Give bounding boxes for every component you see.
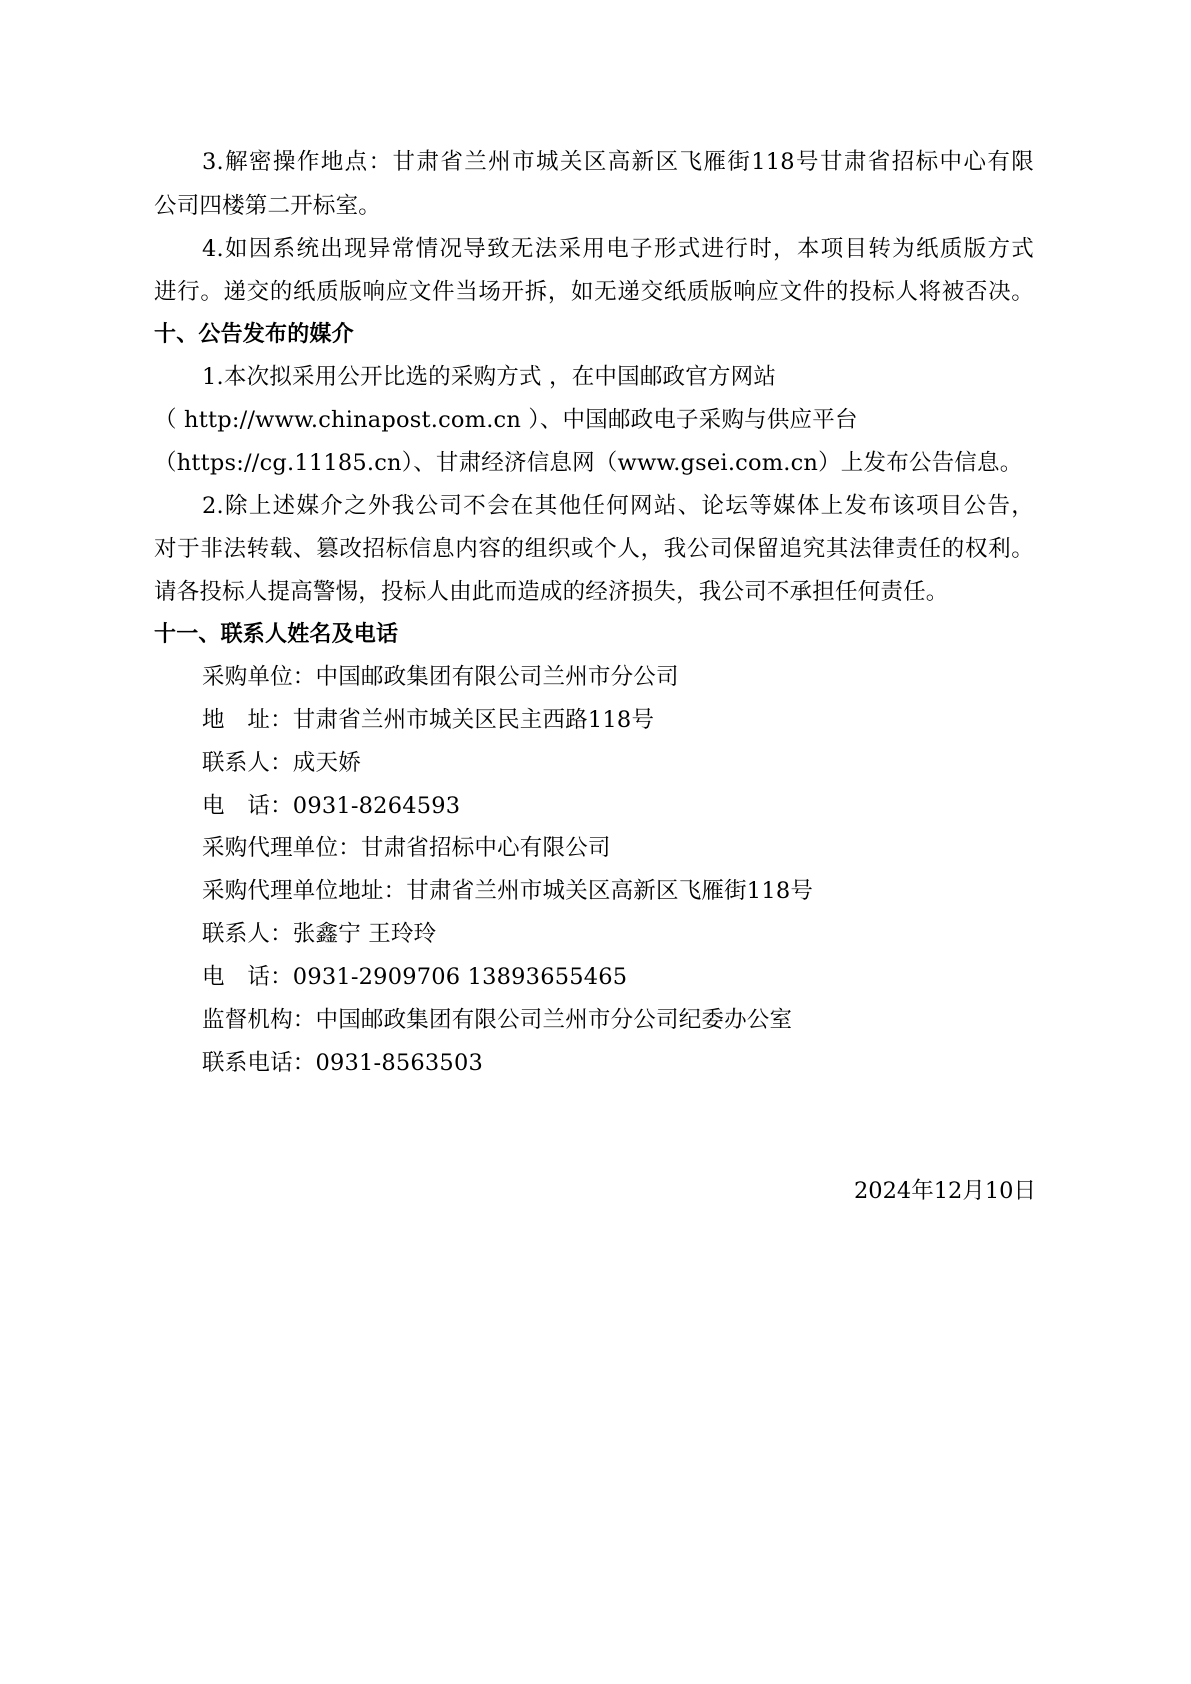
agency-contact-line: 联系人：张鑫宁 王玲玲 [202,921,437,947]
phone-line: 电 话：0931-8264593 [202,793,461,819]
system-exception-line-1: 4.如因系统出现异常情况导致无法采用电子形式进行时，本项目转为纸质版方式 [202,236,1034,262]
section-heading-contacts: 十一、联系人姓名及电话 [154,622,399,647]
contact-line: 联系人：成天娇 [202,750,361,776]
supervisor-line: 监督机构：中国邮政集团有限公司兰州市分公司纪委办公室 [202,1007,793,1033]
document-date: 2024年12月10日 [853,1178,1036,1204]
agency-phone-line: 电 话：0931-2909706 13893655465 [202,964,628,990]
agency-line: 采购代理单位：甘肃省招标中心有限公司 [202,835,611,861]
section-heading-media: 十、公告发布的媒介 [154,322,354,347]
supervisor-phone-line: 联系电话：0931-8563503 [202,1050,483,1076]
media-item2-line-1: 2.除上述媒介之外我公司不会在其他任何网站、论坛等媒体上发布该项目公告， [202,493,1034,519]
decrypt-location-line-1: 3.解密操作地点：甘肃省兰州市城关区高新区飞雁街118号甘肃省招标中心有限 [202,149,1034,175]
agency-address-line: 采购代理单位地址：甘肃省兰州市城关区高新区飞雁街118号 [202,878,814,904]
address-line: 地 址：甘肃省兰州市城关区民主西路118号 [202,707,655,733]
system-exception-line-2: 进行。递交的纸质版响应文件当场开拆，如无递交纸质版响应文件的投标人将被否决。 [154,279,1034,305]
media-item1-line-1: 1.本次拟采用公开比选的采购方式 ，在中国邮政官方网站 [202,364,777,390]
media-item2-line-2: 对于非法转载、篡改招标信息内容的组织或个人，我公司保留追究其法律责任的权利。 [154,536,1034,562]
purchaser-line: 采购单位：中国邮政集团有限公司兰州市分公司 [202,664,679,690]
media-item1-line-3: （https://cg.11185.cn）、甘肃经济信息网（www.gsei.com.cn）上发布公告信息。 [154,450,1023,476]
decrypt-location-line-2: 公司四楼第二开标室。 [154,193,382,219]
media-item2-line-3: 请各投标人提高警惕，投标人由此而造成的经济损失，我公司不承担任何责任。 [154,579,949,605]
media-item1-line-2: （ http://www.chinapost.com.cn ）、中国邮政电子采购与供应平台 [154,407,858,433]
